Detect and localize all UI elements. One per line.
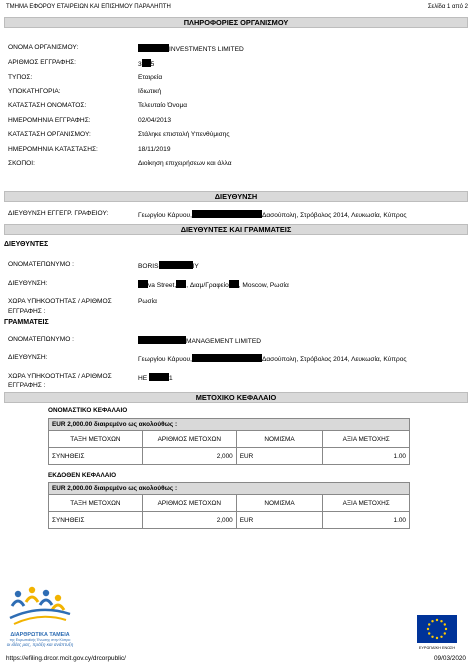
redaction xyxy=(159,261,193,269)
table-cell: 2,000 xyxy=(142,448,236,465)
secretary-country-label-2: ΕΓΓΡΑΦΗΣ : xyxy=(8,382,46,389)
footer-date: 09/03/2020 xyxy=(434,655,466,662)
org-name-label: ΟΝΟΜΑ ΟΡΓΑΝΙΣΜΟΥ: xyxy=(8,44,79,51)
logo-left-subtitle: της Ευρωπαϊκής Ένωσης στην Κύπρο xyxy=(9,638,71,642)
column-header: ΑΞΙΑ ΜΕΤΟΧΗΣ xyxy=(323,495,410,512)
status-date-value: 18/11/2019 xyxy=(138,146,171,153)
section-address-title: ΔΙΕΥΘΥΝΣΗ xyxy=(4,191,468,202)
eu-logo xyxy=(416,614,458,652)
director-country-label-2: ΕΓΓΡΑΦΗΣ : xyxy=(8,308,46,315)
footer-url[interactable]: https://efiling.drcor.mcit.gov.cy/drcorpublic/ xyxy=(6,655,126,662)
status-date-label: ΗΜΕΡΟΜΗΝΙΑ ΚΑΤΑΣΤΑΣΗΣ: xyxy=(8,146,98,153)
issued-capital-table xyxy=(48,482,410,529)
column-header: ΤΑΞΗ ΜΕΤΟΧΩΝ xyxy=(49,495,143,512)
type-label: ΤΥΠΟΣ: xyxy=(8,74,33,81)
table-cell: ΣΥΝΗΘΕΙΣ xyxy=(49,512,143,529)
table-cell: 1.00 xyxy=(323,448,410,465)
redaction xyxy=(149,373,169,381)
table-cell: EUR xyxy=(236,512,323,529)
org-status-label: ΚΑΤΑΣΤΑΣΗ ΟΡΓΑΝΙΣΜΟΥ: xyxy=(8,131,91,138)
section-officers-title: ΔΙΕΥΘΥΝΤΕΣ ΚΑΙ ΓΡΑΜΜΑΤΕΙΣ xyxy=(4,224,468,235)
secretary-country-value: HE 1 xyxy=(138,375,173,382)
logo-left-title: ΔΙΑΡΘΡΩΤΙΚΑ ΤΑΜΕΙΑ xyxy=(10,632,70,638)
nominal-capital-table-title: EUR 2,000.00 διαιρεμένο ως ακολούθως : xyxy=(49,419,410,431)
column-header: ΑΡΙΘΜΟΣ ΜΕΤΟΧΩΝ xyxy=(142,495,236,512)
reg-number-label: ΑΡΙΘΜΟΣ ΕΓΓΡΑΦΗΣ: xyxy=(8,59,76,66)
secretary-address-label: ΔΙΕΥΘΥΝΣΗ: xyxy=(8,354,48,361)
column-header: ΑΡΙΘΜΟΣ ΜΕΤΟΧΩΝ xyxy=(142,431,236,448)
issued-capital-table-title: EUR 2,000.00 διαιρεμένο ως ακολούθως : xyxy=(49,483,410,495)
registered-office-value: Γεωργίου Κάρυου, Δασούπολη, Στρόβολος 2014, Λευκωσία, Κύπρος xyxy=(138,212,407,219)
table-row xyxy=(49,448,410,465)
nominal-capital-heading: ΟΝΟΜΑΣΤΙΚΟ ΚΕΦΑΛΑΙΟ xyxy=(48,407,128,414)
column-header: ΝΟΜΙΣΜΑ xyxy=(236,495,323,512)
redaction xyxy=(138,280,148,288)
org-status-value: Στάληκε επιστολή Υπενθύμισης xyxy=(138,131,230,138)
table-cell: 1.00 xyxy=(323,512,410,529)
secretary-name-value: MANAGEMENT LIMITED xyxy=(138,336,261,345)
column-header: ΤΑΞΗ ΜΕΤΟΧΩΝ xyxy=(49,431,143,448)
page-number: Σελίδα 1 από 2 xyxy=(427,4,468,10)
redaction xyxy=(138,44,169,52)
logo-left-slogan: οι ιδέες μας, πράξη και ανάπτυξη xyxy=(6,642,74,647)
reg-number-value: 3 5 xyxy=(138,61,155,68)
director-address-label: ΔΙΕΥΘΥΝΣΗ: xyxy=(8,280,48,287)
secretary-name-label: ΟΝΟΜΑΤΕΠΩΝΥΜΟ : xyxy=(8,336,74,343)
director-country-label: ΧΩΡΑ ΥΠΗΚΟΟΤΗΤΑΣ / ΑΡΙΘΜΟΣ xyxy=(8,298,112,305)
document-header-title: ΤΜΗΜΑ ΕΦΟΡΟΥ ΕΤΑΙΡΕΙΩΝ ΚΑΙ ΕΠΙΣΗΜΟΥ ΠΑΡΑΛΗΠΤΗ xyxy=(6,4,171,10)
type-value: Εταιρεία xyxy=(138,74,163,81)
eu-flag-icon xyxy=(416,614,458,644)
director-address-value: va Street, , Διαμ/Γραφείο , Moscow, Ρωσία xyxy=(138,280,289,289)
reg-date-value: 02/04/2013 xyxy=(138,117,172,124)
eu-logo-caption: ΕΥΡΩΠΑΪΚΗ ΕΝΩΣΗ xyxy=(418,646,456,650)
redaction xyxy=(192,210,262,218)
secretaries-heading: ΓΡΑΜΜΑΤΕΙΣ xyxy=(4,319,49,326)
table-cell: EUR xyxy=(236,448,323,465)
reg-date-label: ΗΜΕΡΟΜΗΝΙΑ ΕΓΓΡΑΦΗΣ: xyxy=(8,117,91,124)
registered-office-label: ΔΙΕΥΘΥΝΣΗ ΕΓΓΕΓΡ. ΓΡΑΦΕΙΟΥ: xyxy=(8,210,109,217)
structural-funds-logo xyxy=(4,584,76,646)
purposes-label: ΣΚΟΠΟΙ: xyxy=(8,160,35,167)
table-cell: ΣΥΝΗΘΕΙΣ xyxy=(49,448,143,465)
redaction xyxy=(229,280,239,288)
redaction xyxy=(176,280,186,288)
secretary-address-value: Γεωργίου Κάρυου, Δασούπολη, Στρόβολος 2014, Λευκωσία, Κύπρος xyxy=(138,356,407,363)
subcategory-value: Ιδιωτική xyxy=(138,88,162,95)
name-status-value: Τελευταίο Όνομα xyxy=(138,102,188,109)
name-status-label: ΚΑΤΑΣΤΑΣΗ ΟΝΟΜΑΤΟΣ: xyxy=(8,102,87,109)
purposes-value: Διοίκηση επιχειρήσεων και άλλα xyxy=(138,160,232,167)
redaction xyxy=(192,354,262,362)
people-figures-icon xyxy=(4,584,76,630)
org-name-value: INVESTMENTS LIMITED xyxy=(138,44,244,53)
issued-capital-heading: ΕΚΔΟΘΕΝ ΚΕΦΑΛΑΙΟ xyxy=(48,472,117,479)
redaction xyxy=(142,59,151,67)
column-header: ΝΟΜΙΣΜΑ xyxy=(236,431,323,448)
secretary-country-label: ΧΩΡΑ ΥΠΗΚΟΟΤΗΤΑΣ / ΑΡΙΘΜΟΣ xyxy=(8,373,112,380)
table-row xyxy=(49,512,410,529)
section-org-info-title: ΠΛΗΡΟΦΟΡΙΕΣ ΟΡΓΑΝΙΣΜΟΥ xyxy=(4,17,468,28)
director-name-value: BORIS IY xyxy=(138,263,199,270)
table-cell: 2,000 xyxy=(142,512,236,529)
column-header: ΑΞΙΑ ΜΕΤΟΧΗΣ xyxy=(323,431,410,448)
section-capital-title: ΜΕΤΟΧΙΚΟ ΚΕΦΑΛΑΙΟ xyxy=(4,392,468,403)
nominal-capital-table xyxy=(48,418,410,465)
subcategory-label: ΥΠΟΚΑΤΗΓΟΡΙΑ: xyxy=(8,88,61,95)
director-name-label: ΟΝΟΜΑΤΕΠΩΝΥΜΟ : xyxy=(8,261,74,268)
directors-heading: ΔΙΕΥΘΥΝΤΕΣ xyxy=(4,241,49,248)
redaction xyxy=(138,336,186,344)
director-country-value: Ρωσία xyxy=(138,298,157,305)
